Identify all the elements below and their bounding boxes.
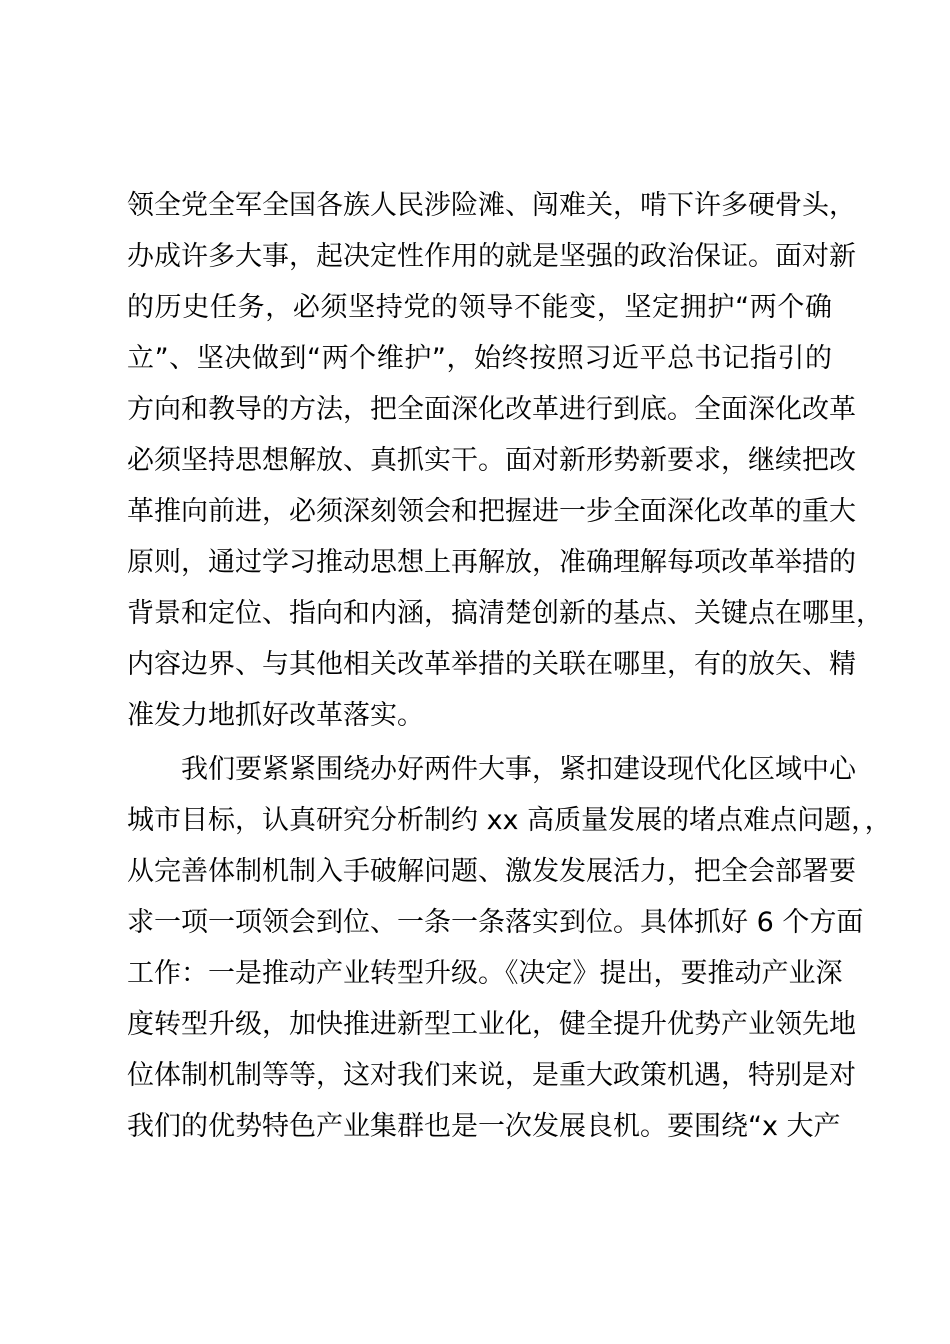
text-line: 城市目标，认真研究分析制约 xx 高质量发展的堵点难点问题，， (127, 805, 892, 836)
text-line: 我们的优势特色产业集群也是一次发展良机。要围绕“x 大产 (127, 1111, 841, 1142)
text-line: 革推向前进，必须深刻领会和把握进一步全面深化改革的重大 (127, 496, 856, 527)
paragraph-1 (127, 180, 883, 741)
text-line: 内容边界、与其他相关改革举措的关联在哪里，有的放矢、精 (127, 649, 856, 680)
text-line: 背景和定位、指向和内涵，搞清楚创新的基点、关键点在哪里， (127, 598, 883, 629)
text-line: 我们要紧紧围绕办好两件大事，紧扣建设现代化区域中心 (127, 754, 856, 785)
text-line: 的历史任务，必须坚持党的领导不能变，坚定拥护“两个确 (127, 292, 832, 323)
text-line: 方向和教导的方法，把全面深化改革进行到底。全面深化改革 (127, 394, 856, 425)
text-line: 从完善体制机制入手破解问题、激发发展活力，把全会部署要 (127, 856, 856, 887)
text-line: 领全党全军全国各族人民涉险滩、闯难关，啃下许多硬骨头， (127, 190, 856, 221)
text-line: 工作：一是推动产业转型升级。《决定》提出，要推动产业深 (127, 958, 843, 989)
text-line: 原则，通过学习推动思想上再解放，准确理解每项改革举措的 (127, 547, 856, 578)
paragraph-2 (127, 744, 892, 1152)
text-line: 位体制机制等等，这对我们来说，是重大政策机遇，特别是对 (127, 1060, 856, 1091)
text-line: 准发力地抓好改革落实。 (127, 700, 424, 731)
text-line: 度转型升级，加快推进新型工业化，健全提升优势产业领先地 (127, 1009, 856, 1040)
text-line: 求一项一项领会到位、一条一条落实到位。具体抓好 6 个方面 (127, 907, 864, 938)
text-line: 办成许多大事，起决定性作用的就是坚强的政治保证。面对新 (127, 241, 856, 272)
text-line: 必须坚持思想解放、真抓实干。面对新形势新要求，继续把改 (127, 445, 856, 476)
text-line: 立”、坚决做到“两个维护”，始终按照习近平总书记指引的 (127, 343, 832, 374)
